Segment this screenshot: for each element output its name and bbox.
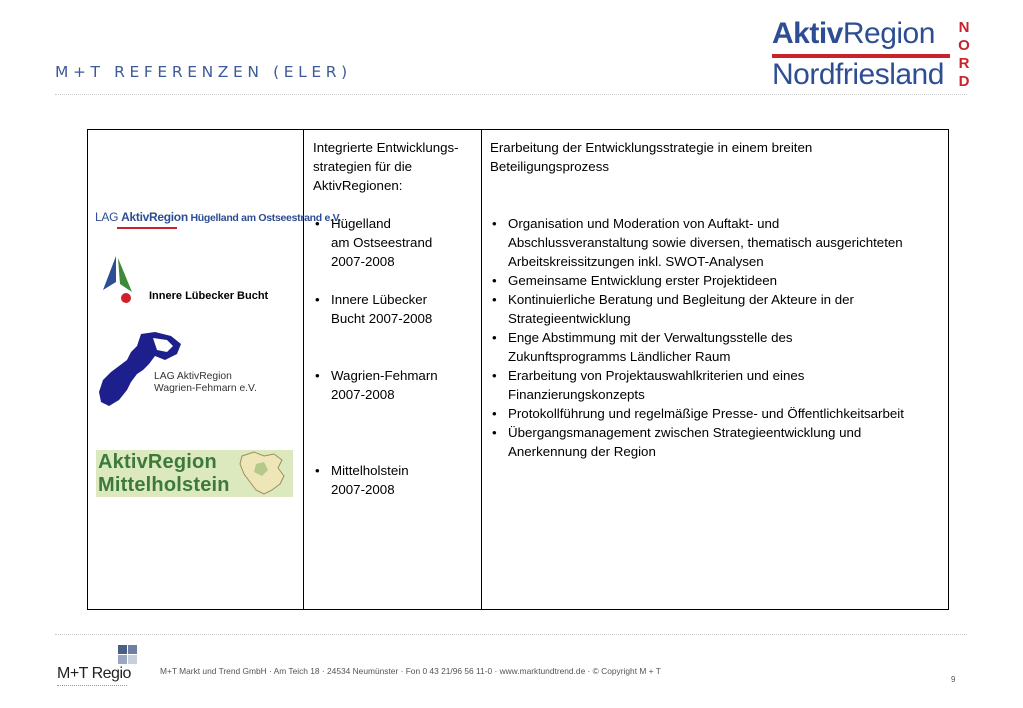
list-item: • Enge Abstimmung mit der Verwaltungsstelle des Zukunftsprogramms Ländlicher Raum: [490, 328, 945, 366]
mittelholstein-logo: AktivRegion Mittelholstein: [96, 450, 293, 497]
list-item: • Wagrien-Fehmarn 2007-2008: [313, 366, 478, 404]
services-list: [490, 214, 945, 461]
footer-address: M+T Markt und Trend GmbH · Am Teich 18 · 24534 Neumünster · Fon 0 43 21/96 56 11-0 · www.marktundtrend.de · © Copyright M + T: [160, 666, 661, 676]
aktivregion-nordfriesland-logo: AktivRegion Nordfriesland N O R D: [770, 15, 975, 97]
page-number: 9: [951, 675, 956, 684]
list-item: • Kontinuierliche Beratung und Begleitung der Akteure in der Strategieentwicklung: [490, 290, 945, 328]
footer-divider: [55, 634, 967, 635]
list-item: • Übergangsmanagement zwischen Strategieentwicklung und Anerkennung der Region: [490, 423, 945, 461]
services-column: [490, 138, 945, 461]
wagrien-fehmarn-logo: LAG AktivRegion Wagrien-Fehmarn e.V.: [97, 330, 297, 430]
list-item: • Hügelland am Ostseestrand 2007-2008: [313, 214, 478, 271]
list-item: • Organisation und Moderation von Auftakt- und Abschlussveranstaltung sowie diversen, thematisch ausgerichteten Arbeitskreissitzungen inkl. SWOT-Analysen: [490, 214, 945, 271]
list-item: • Protokollführung und regelmäßige Presse- und Öffentlichkeitsarbeit: [490, 404, 945, 423]
list-item: • Mittelholstein 2007-2008: [313, 461, 478, 499]
column-intro: Integrierte Entwicklungs- strategien für die AktivRegionen:: [313, 140, 459, 193]
region-list: [313, 214, 478, 499]
column-intro: Erarbeitung der Entwicklungsstrategie in einem breiten Beteiligungsprozess: [490, 140, 813, 174]
schleswig-holstein-map-icon: [234, 450, 294, 497]
list-item: • Gemeinsame Entwicklung erster Projektideen: [490, 271, 945, 290]
page-title: M+T REFERENZEN (ELER): [55, 63, 352, 81]
references-table: [87, 129, 949, 610]
mt-regio-logo: M+T Regio: [57, 645, 147, 695]
huegelland-logo: LAG AktivRegion Hügelland am Ostseestrand e.V.: [95, 208, 295, 238]
sail-icon: [98, 254, 138, 304]
logo-nord-letters: N O R D: [958, 19, 970, 90]
region-list-column: [313, 138, 478, 499]
column-divider: [481, 130, 482, 609]
list-item: • Innere Lübecker Bucht 2007-2008: [313, 290, 478, 328]
column-divider: [303, 130, 304, 609]
list-item: • Erarbeitung von Projektauswahlkriterien und eines Finanzierungskonzepts: [490, 366, 945, 404]
innere-luebecker-bucht-logo: Innere Lübecker Bucht: [98, 254, 298, 304]
